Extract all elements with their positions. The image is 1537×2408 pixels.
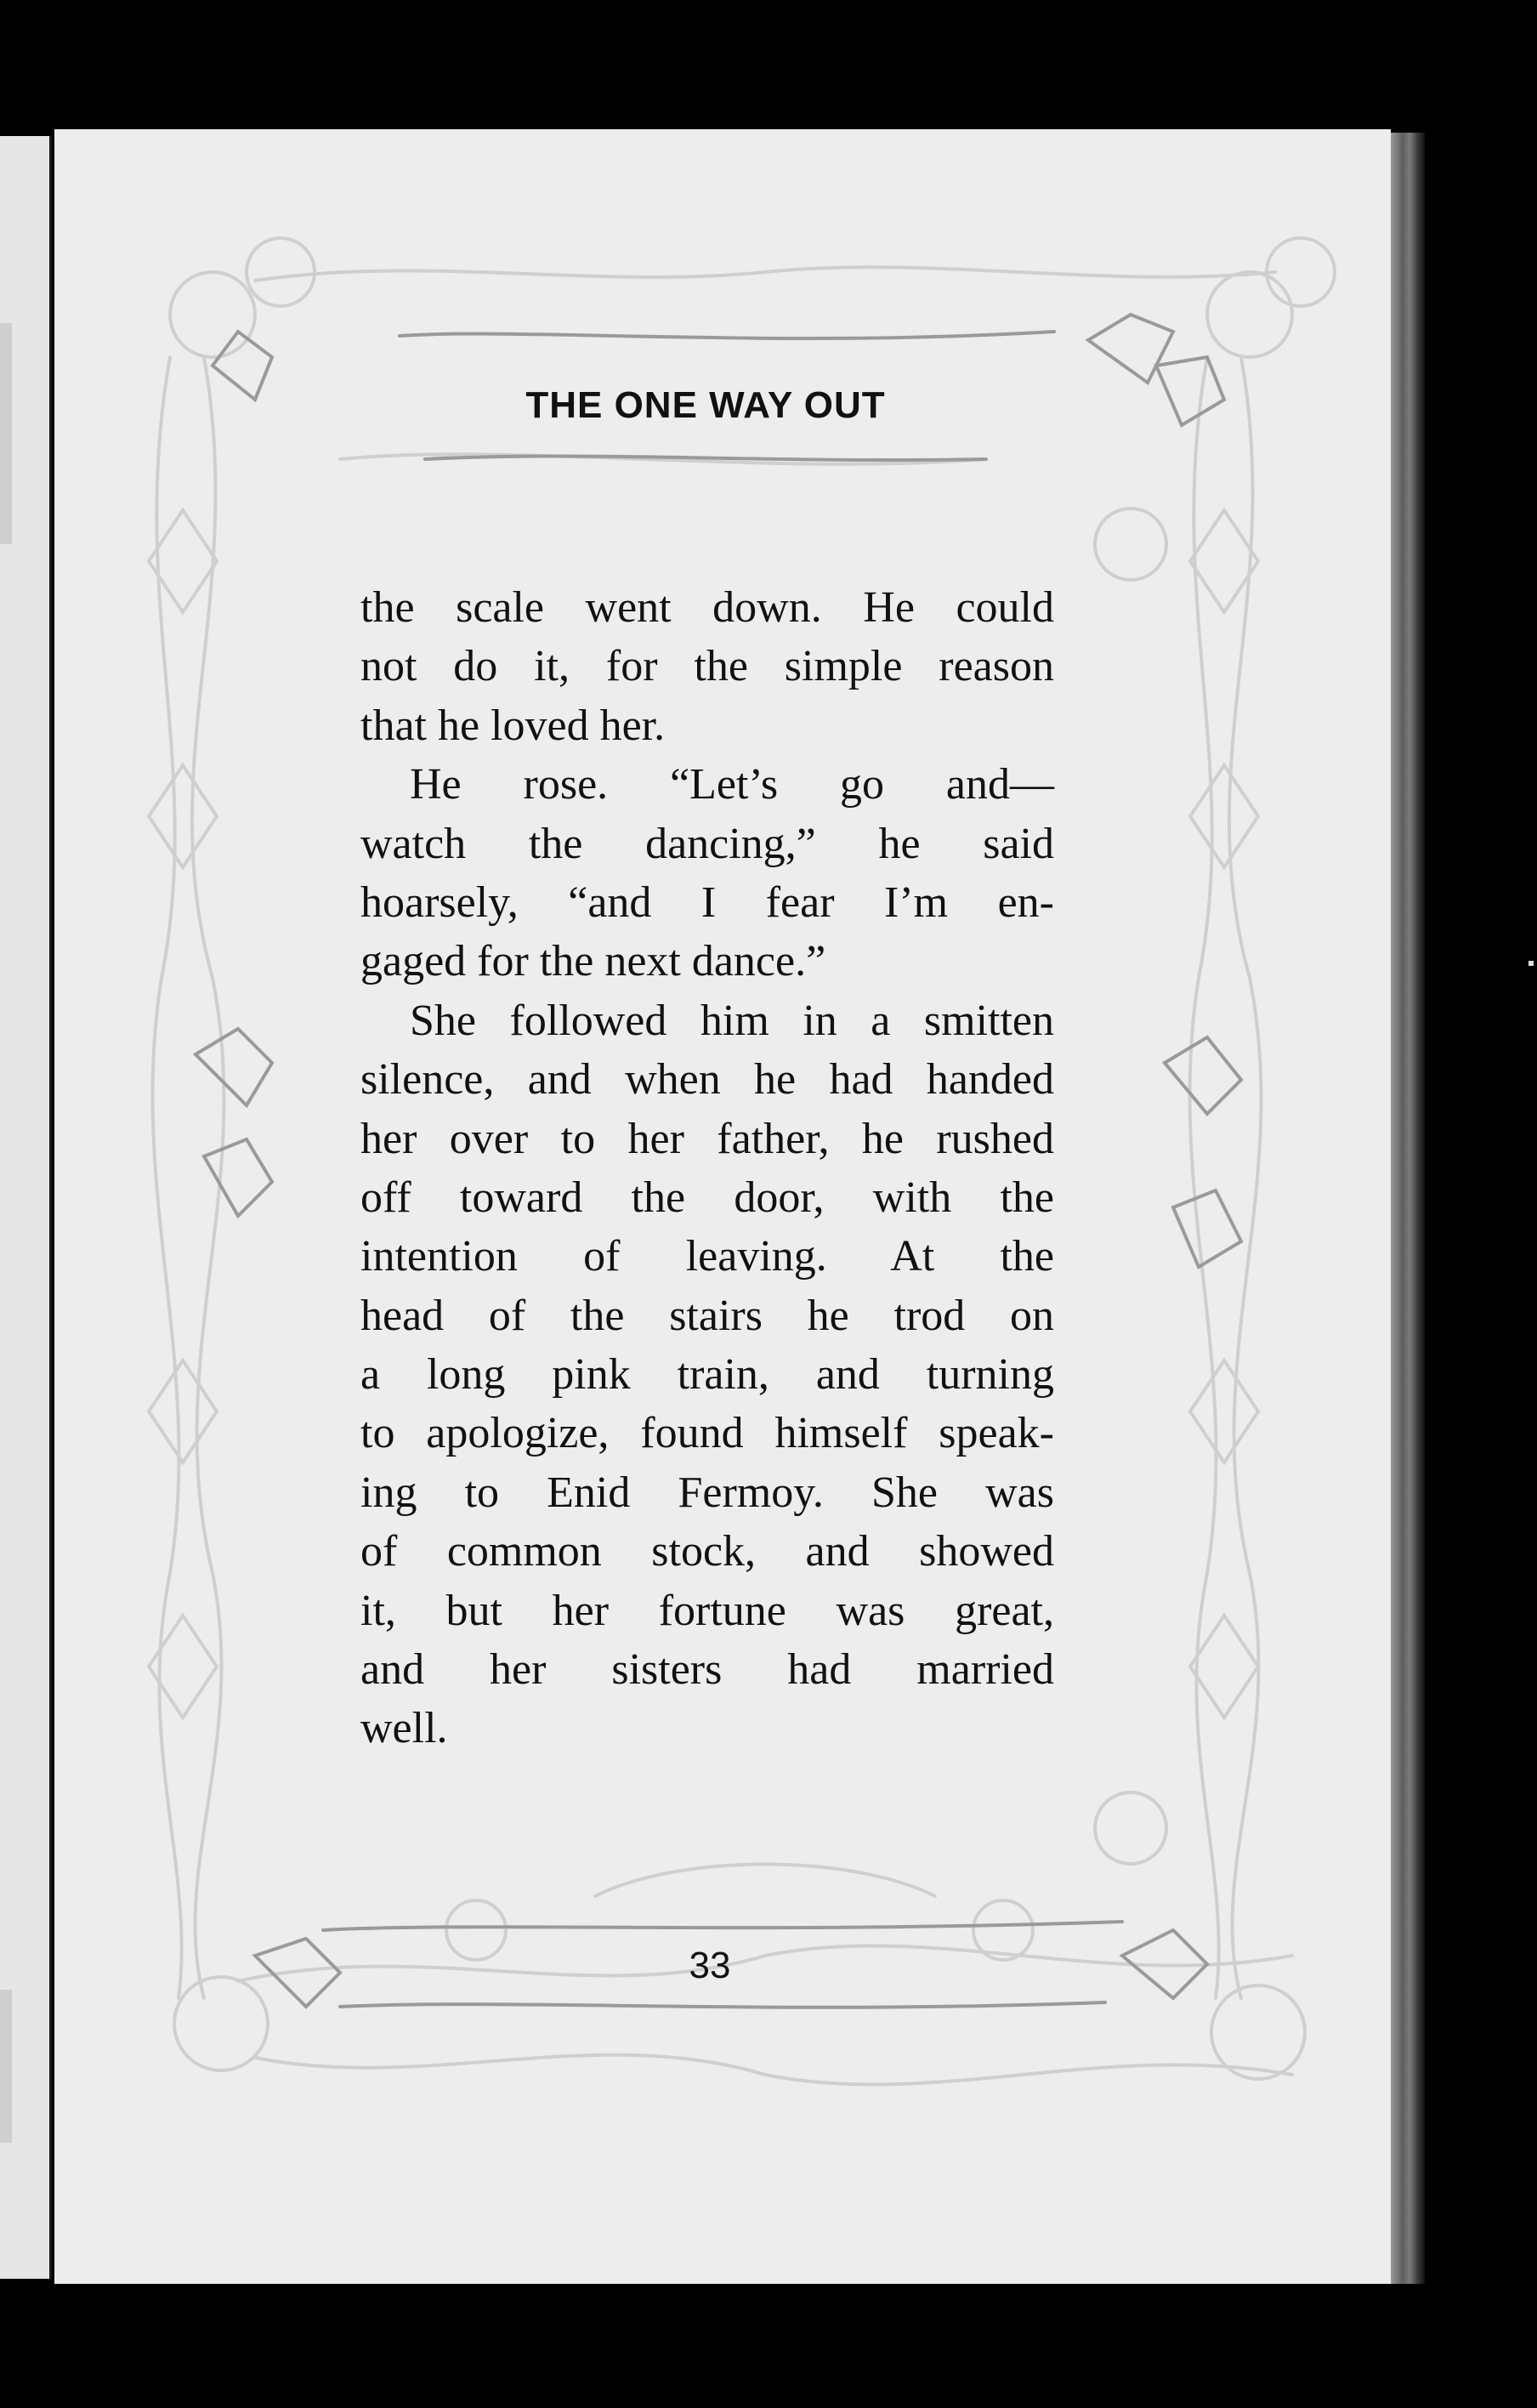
text-line: it, but her fortune was great, <box>360 1586 1054 1635</box>
text-line: gaged for the next dance.” <box>360 937 826 986</box>
text-line: the scale went down. He could <box>360 583 1054 632</box>
facing-page-edge <box>0 136 52 2279</box>
page-number: 33 <box>689 1945 731 1986</box>
text-line: not do it, for the simple reason <box>360 642 1054 691</box>
text-line: off toward the door, with the <box>360 1173 1054 1222</box>
text-line: a long pink train, and turning <box>360 1350 1054 1400</box>
body-text <box>360 578 1054 1758</box>
text-line: She followed him in a smitten <box>410 996 1054 1045</box>
text-line: and her sisters had married <box>360 1645 1054 1695</box>
text-line: intention of leaving. At the <box>360 1232 1054 1281</box>
scan-speck <box>1528 961 1534 966</box>
text-line: her over to her father, he rushed <box>360 1114 1054 1163</box>
page-block-edge <box>1391 133 1425 2284</box>
text-line: silence, and when he had handed <box>360 1055 1054 1105</box>
text-line: head of the stairs he trod on <box>360 1291 1054 1340</box>
running-head: THE ONE WAY OUT <box>525 384 886 426</box>
text-line: that he loved her. <box>360 701 666 750</box>
text-line: ing to Enid Fermoy. She was <box>360 1468 1054 1517</box>
text-line: of common stock, and showed <box>360 1527 1054 1576</box>
text-line: hoarsely, “and I fear I’m en- <box>360 877 1054 927</box>
text-line: He rose. “Let’s go and— <box>410 760 1054 809</box>
text-line: watch the dancing,” he said <box>360 819 1054 868</box>
text-line: well. <box>360 1704 448 1753</box>
text-line: to apologize, found himself speak- <box>360 1409 1054 1458</box>
